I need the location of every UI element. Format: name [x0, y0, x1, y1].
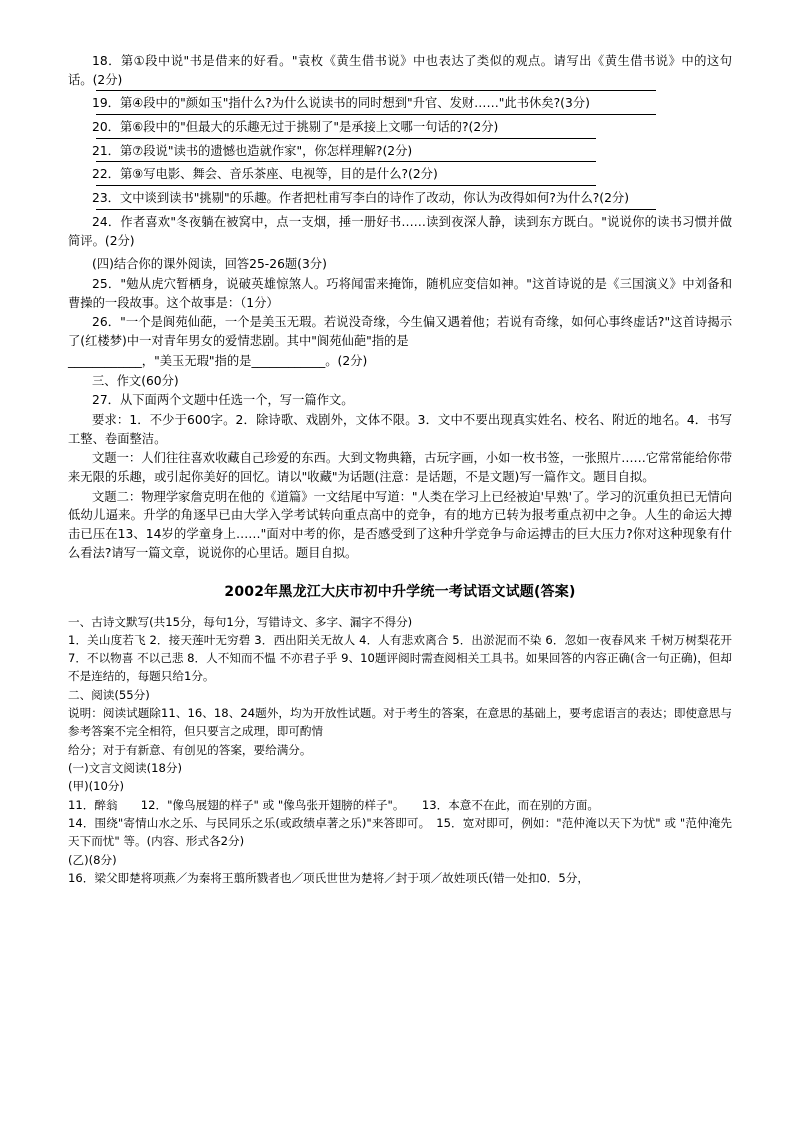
composition-requirements: 要求：1．不少于600字。2．除诗歌、戏剧外，文体不限。3．文中不要出现真实姓名、校名、附近的地名。4．书写工整、卷面整洁。	[68, 413, 732, 446]
question-20: 20．第⑥段中的"但最大的乐趣无过于挑剔了"是承接上文哪一句话的?(2分)	[92, 120, 499, 135]
composition-topic-2: 文题二：物理学家詹克明在他的《道篇》一文结尾中写道："人类在学习上已经被迫'早熟'了。学习的沉重负担已无情向低幼儿逼来。升学的角逐早已由大学入学考试转向重点高中的竞争，有的地方已转为报考重点初中之争。人生的命运大搏击已压在13、14岁的学童身上……"面对中考的你，是否感受到了这种升学竞争与命运搏击的巨大压力?你对这种现象有什么看法?请写一篇文章，说说你的心里话。题目自拟。	[68, 489, 732, 560]
answer-line: 说明：阅读试题除11、16、18、24题外，均为开放性试题。对于考生的答案，在意思的基础上，要考虑语言的表达；即使意思与参考答案不完全相符，但只要言之成理，即可酌情	[68, 706, 732, 739]
answer-line: 一、古诗文默写(共15分，每句1分，写错诗文、多字、漏字不得分)	[68, 614, 413, 629]
question-26-blanks: ____________，"美玉无瑕"指的是____________。(2分)	[68, 353, 368, 368]
answer-line: 二、阅读(55分)	[68, 687, 150, 702]
answer-rule-20	[96, 138, 596, 139]
composition-topic-1: 文题一：人们往往喜欢收藏自己珍爱的东西。大到文物典籍，古玩字画，小如一枚书签，一张照片……它常常能给你带来无限的乐趣，或引起你美好的回忆。请以"收藏"为话题(注意：是话题，不是文题)写一篇作文。题目自拟。	[68, 451, 732, 485]
answer-line: 16．梁父即楚将项燕／为秦将王翦所戮者也／项氏世世为楚将／封于项／故姓项氏(错一处扣0．5分，	[68, 870, 589, 885]
answer-line: 14．围绕"寄情山水之乐、与民同乐之乐(或政绩卓著之乐)"来答即可。 15．宽对即可，例如："范仲淹以天下为忧" 或 "范仲淹先天下而忧" 等。(内容、形式各2分)	[68, 815, 732, 849]
answer-rule-18	[96, 90, 656, 91]
composition-section-heading: 三、作文(60分)	[92, 374, 179, 389]
subsection-four-heading: (四)结合你的课外阅读，回答25-26题(3分)	[92, 257, 327, 272]
answer-rule-19	[96, 114, 656, 115]
answer-line: 1．关山度若飞 2．接天莲叶无穷碧 3．西出阳关无故人 4．人有悲欢离合 5．出淤泥而不染 6．忽如一夜春风来 千树万树梨花开 7．不以物喜 不以己悲 8．人不知而不愠 不亦君子乎 9、10题评阅时需查阅相关工具书。如果回答的内容正确(含一句正确)，但却不是连结的，每题只给1分。	[68, 632, 732, 684]
question-24: 24．作者喜欢"冬夜躺在被窝中，点一支烟，捶一册好书……读到夜深人静，读到东方既白。"说说你的读书习惯并做简评。(2分)	[68, 214, 732, 248]
question-26: 26．"一个是阆苑仙葩，一个是美玉无瑕。若说没奇缘，今生偏又遇着他；若说有奇缘，如何心事终虚话?"这首诗揭示了(红楼梦)中一对青年男女的爱情悲剧。其中"阆苑仙葩"指的是	[68, 315, 732, 348]
answer-line: (乙)(8分)	[68, 852, 117, 867]
answer-rule-22	[96, 185, 596, 186]
question-25: 25．"勉从虎穴暂栖身，说破英雄惊煞人。巧将闻雷来掩饰，随机应变信如神。"这首诗说的是《三国演义》中刘备和曹操的一段故事。这个故事是：（1分）	[68, 276, 732, 310]
answer-rule-23	[96, 209, 656, 210]
question-18: 18．第①段中说"书是借来的好看。"袁枚《黄生借书说》中也表达了类似的观点。请写出《黄生借书说》中的这句话。(2分)	[68, 54, 732, 87]
question-27: 27．从下面两个文题中任选一个，写一篇作文。	[92, 393, 354, 408]
question-21: 21．第⑦段说"读书的遗憾也造就作家"，你怎样理解?(2分)	[92, 143, 413, 158]
answer-line: 11．醉翁 12．"像鸟展翅的样子" 或 "像鸟张开翅膀的样子"。 13．本意不在此，而在别的方面。	[68, 797, 599, 812]
answer-line: 给分；对于有新意、有创见的答案，要给满分。	[68, 742, 312, 757]
answer-line: (一)文言文阅读(18分)	[68, 761, 183, 776]
answer-key-title: 2002年黑龙江大庆市初中升学统一考试语文试题(答案)	[224, 583, 576, 600]
answer-line: (甲)(10分)	[68, 779, 125, 794]
question-22: 22．第⑨写电影、舞会、音乐茶座、电视等，目的是什么?(2分)	[92, 167, 438, 182]
answer-rule-21	[96, 161, 596, 162]
question-23: 23．文中谈到读书"挑剔"的乐趣。作者把杜甫写李白的诗作了改动，你认为改得如何?为什么?(2分)	[92, 191, 630, 206]
question-19: 19．第④段中的"颜如玉"指什么?为什么说读书的同时想到"升官、发财……"此书休矣?(3分)	[92, 96, 590, 111]
